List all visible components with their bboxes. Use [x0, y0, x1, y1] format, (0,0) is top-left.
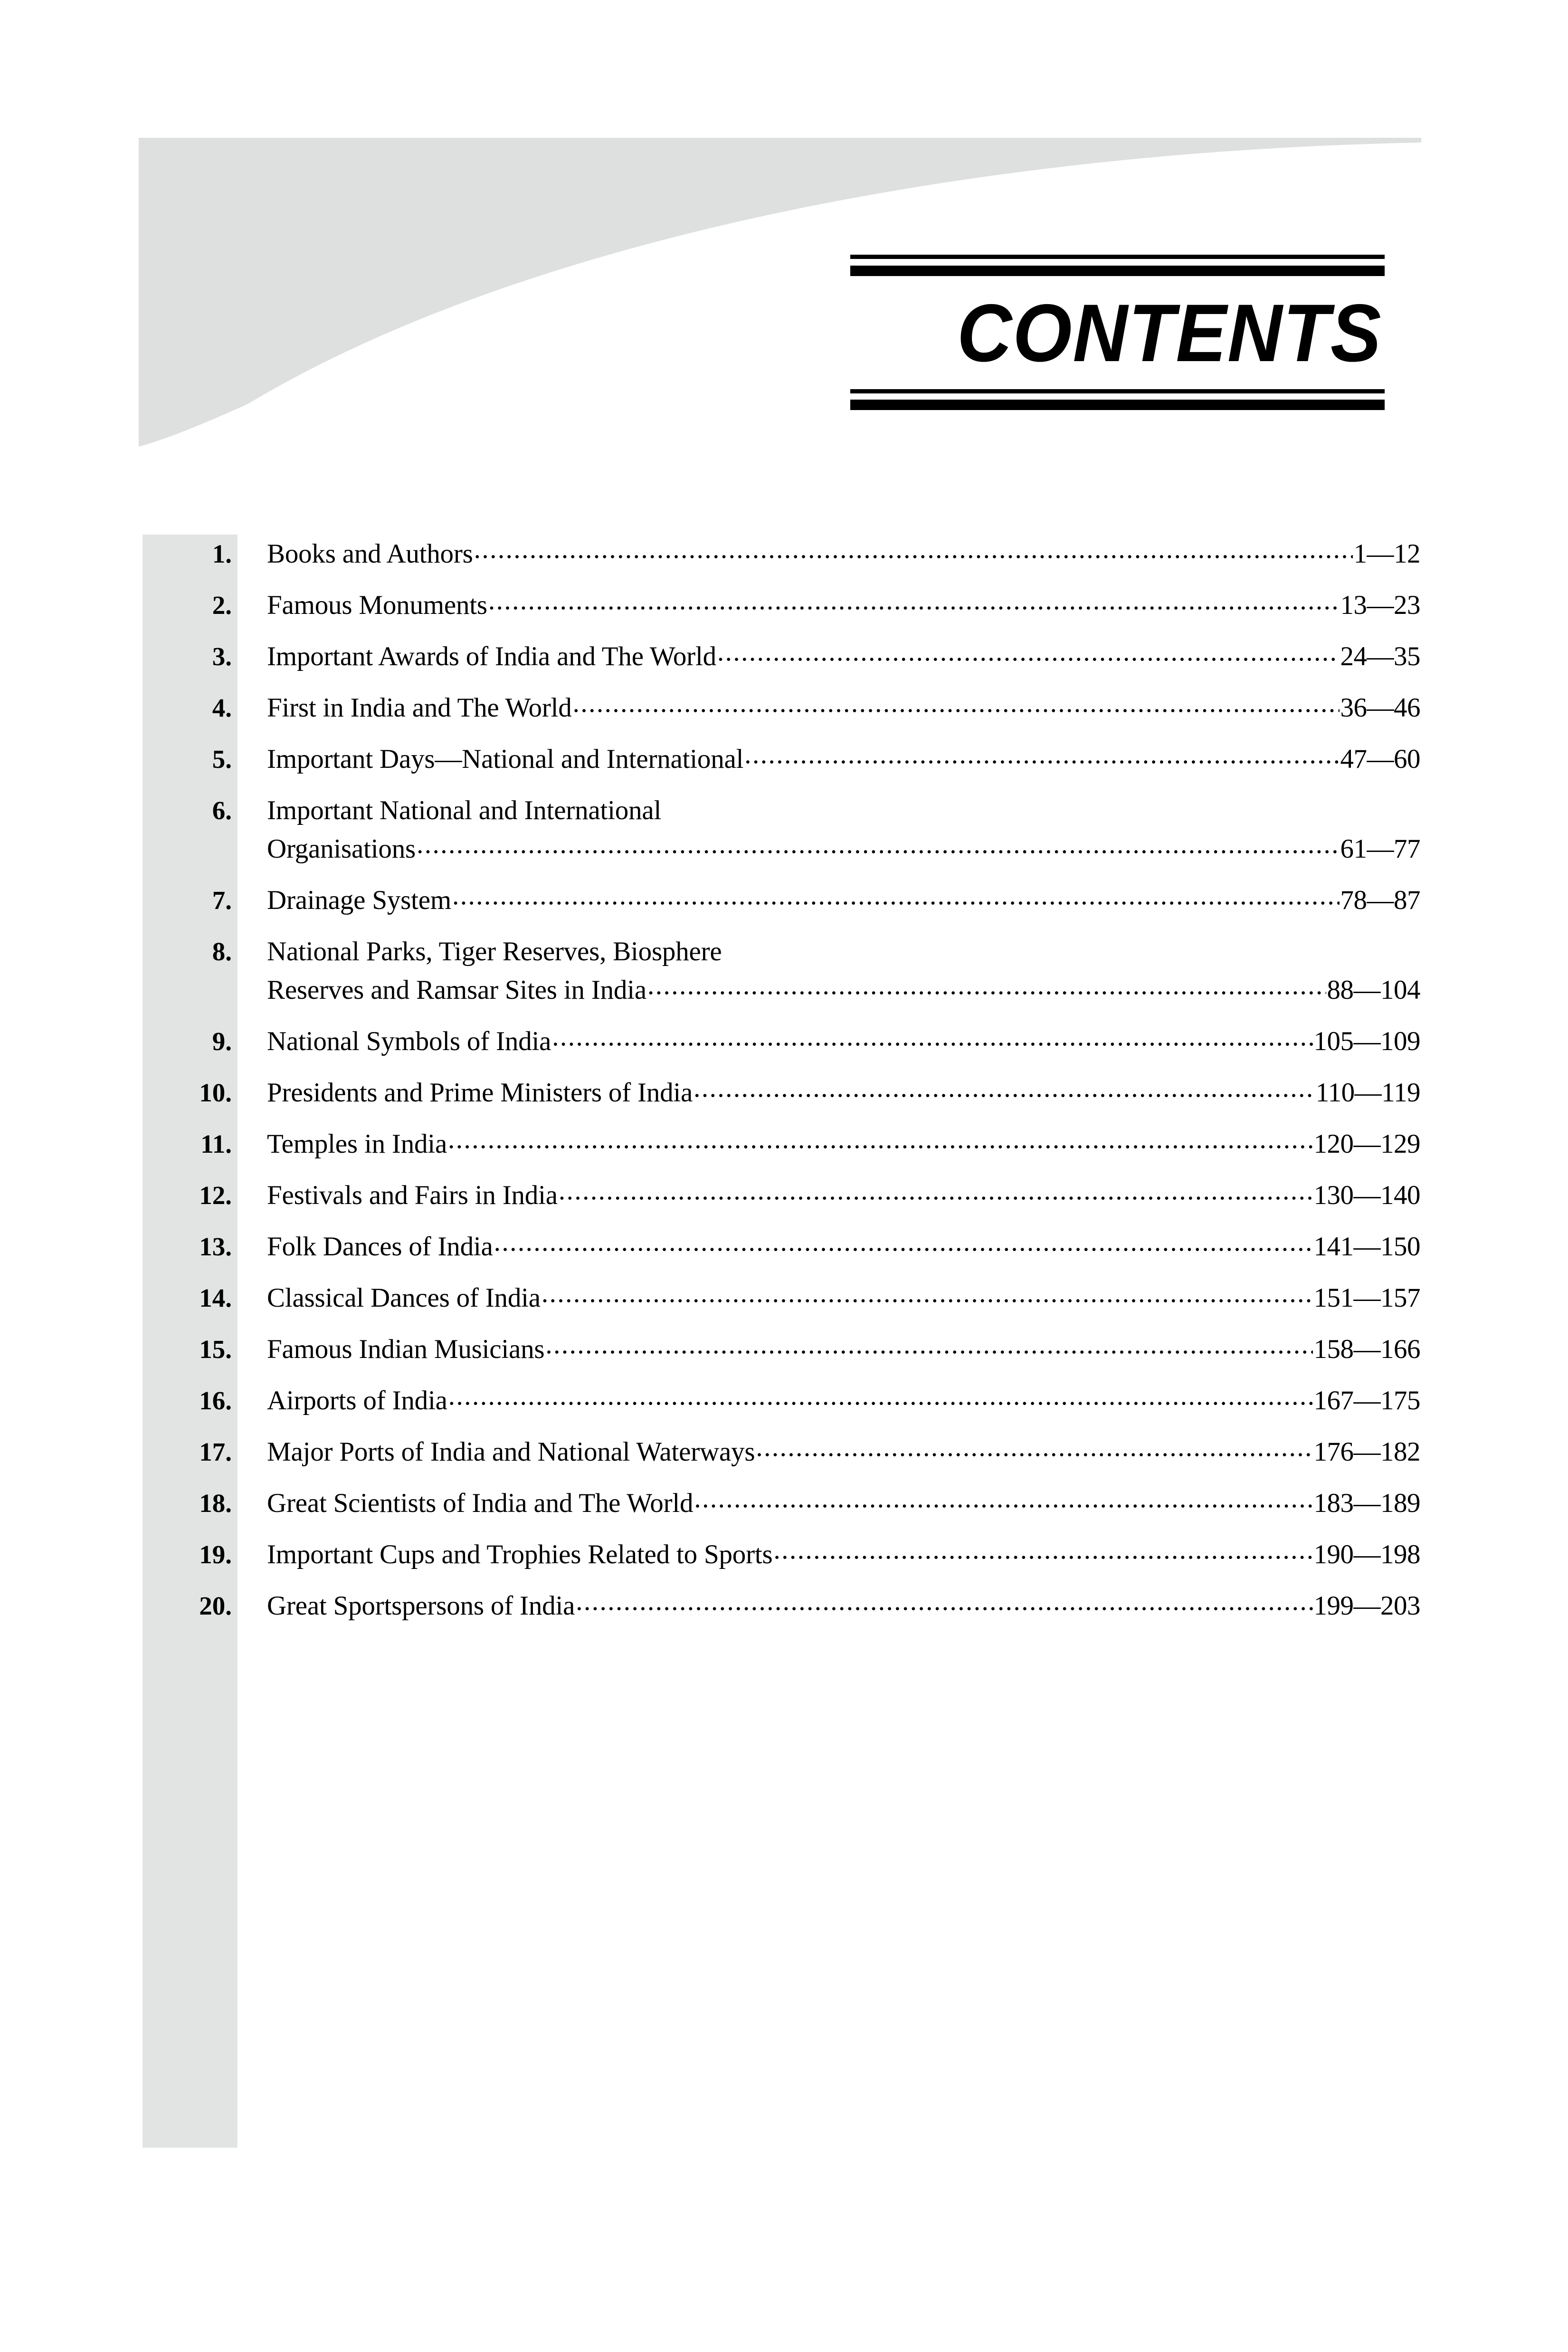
toc-entry-body — [238, 881, 1420, 919]
toc-entry-body — [238, 586, 1420, 624]
toc-entry-page-range: 47—60 — [1340, 744, 1420, 774]
toc-entry-body — [238, 688, 1420, 727]
toc-entry-title: National Symbols of India — [267, 1026, 551, 1056]
toc-entry-body — [238, 1381, 1420, 1420]
toc-entry-title: Great Sportspersons of India — [267, 1591, 575, 1621]
toc-entry-line-final — [267, 637, 1420, 676]
title-rule-top-thin — [850, 255, 1385, 259]
toc-entry[interactable] — [143, 1073, 1420, 1112]
toc-entry-body — [238, 791, 1420, 868]
title-rule-gap-bottom — [850, 393, 1385, 400]
toc-entry-line-final — [267, 1227, 1420, 1266]
toc-entry-body — [238, 1125, 1420, 1163]
toc-entry-page-range: 151—157 — [1313, 1283, 1420, 1313]
toc-entry-line-final — [267, 1433, 1420, 1471]
toc-entry-line-final — [267, 1587, 1420, 1625]
toc-entry-line-final — [267, 881, 1420, 919]
toc-entry-line-final — [267, 1330, 1420, 1368]
toc-entry[interactable] — [143, 932, 1420, 1009]
contents-title-block — [850, 255, 1385, 410]
toc-entry-title: Temples in India — [267, 1129, 447, 1159]
toc-entry-title: Major Ports of India and National Waterways — [267, 1437, 755, 1467]
toc-entry[interactable] — [143, 637, 1420, 676]
toc-entry-title: Important Days—National and International — [267, 744, 744, 774]
toc-entry[interactable] — [143, 1176, 1420, 1214]
toc-entry-body — [238, 1484, 1420, 1522]
toc-dot-leader — [559, 1179, 1313, 1204]
toc-dot-leader — [694, 1077, 1315, 1101]
toc-entry-number: 17. — [199, 1437, 232, 1466]
toc-entry[interactable] — [143, 1587, 1420, 1625]
title-rule-gap-top — [850, 259, 1385, 266]
toc-entry-body — [238, 535, 1420, 573]
toc-entry-title: Books and Authors — [267, 539, 473, 569]
toc-entry-line-final — [267, 1176, 1420, 1214]
toc-entry-line-wrapped — [267, 791, 1420, 830]
toc-entry-line-wrapped — [267, 932, 1420, 971]
toc-entry-number: 18. — [199, 1489, 232, 1518]
toc-entry-line-final — [267, 1535, 1420, 1574]
toc-entry-title: First in India and The World — [267, 693, 572, 723]
toc-dot-leader — [488, 589, 1340, 614]
toc-entry-page-range: 88—104 — [1327, 975, 1420, 1005]
toc-entry-number: 8. — [212, 937, 232, 966]
toc-entry[interactable] — [143, 1125, 1420, 1163]
toc-entry-number: 6. — [212, 796, 232, 825]
toc-entry[interactable] — [143, 881, 1420, 919]
toc-dot-leader — [494, 1231, 1313, 1255]
toc-entry-body — [238, 1587, 1420, 1625]
toc-entry-page-range: 183—189 — [1313, 1488, 1420, 1518]
toc-dot-leader — [545, 1333, 1312, 1358]
toc-entry-title: Drainage System — [267, 885, 451, 915]
toc-entry[interactable] — [143, 535, 1420, 573]
toc-entry[interactable] — [143, 791, 1420, 868]
toc-entry-title: Important Cups and Trophies Related to Sports — [267, 1539, 773, 1569]
toc-entry-line-final — [267, 535, 1420, 573]
toc-entry-line-final — [267, 1073, 1420, 1112]
toc-dot-leader — [448, 1128, 1312, 1153]
toc-entry-page-range: 120—129 — [1313, 1129, 1420, 1159]
toc-entry-page-range: 1—12 — [1353, 539, 1420, 569]
toc-entry-page-range: 167—175 — [1313, 1386, 1420, 1415]
toc-entry[interactable] — [143, 1484, 1420, 1522]
toc-entry-page-range: 190—198 — [1313, 1539, 1420, 1569]
toc-dot-leader — [417, 833, 1340, 858]
toc-entry[interactable] — [143, 1330, 1420, 1368]
toc-entry-line-final — [267, 830, 1420, 868]
toc-entry[interactable] — [143, 1227, 1420, 1266]
toc-entry-title: Famous Indian Musicians — [267, 1334, 545, 1364]
toc-entry-number: 15. — [199, 1335, 232, 1364]
toc-dot-leader — [744, 743, 1339, 768]
toc-entry-number: 16. — [199, 1386, 232, 1415]
toc-entry-line-final — [267, 1022, 1420, 1061]
toc-entry-title: Folk Dances of India — [267, 1232, 493, 1262]
title-rule-top-thick — [850, 266, 1385, 276]
toc-dot-leader — [448, 1385, 1313, 1409]
toc-entry-number: 13. — [199, 1232, 232, 1261]
toc-entry[interactable] — [143, 1022, 1420, 1061]
toc-entry[interactable] — [143, 1535, 1420, 1574]
toc-entry-page-range: 158—166 — [1313, 1334, 1420, 1364]
toc-entry-title: Important National and International — [267, 795, 662, 825]
toc-entry-page-range: 110—119 — [1315, 1078, 1420, 1108]
toc-entry-number: 10. — [199, 1078, 232, 1107]
toc-entry-number: 4. — [212, 693, 232, 722]
toc-entry-line-final — [267, 971, 1420, 1009]
toc-entry-line-final — [267, 1279, 1420, 1317]
toc-entry-line-final — [267, 740, 1420, 778]
toc-entry-number: 7. — [212, 886, 232, 915]
toc-entry-body — [238, 1433, 1420, 1471]
toc-dot-leader — [717, 641, 1340, 665]
toc-entry-title: Presidents and Prime Ministers of India — [267, 1078, 693, 1108]
toc-entry-body — [238, 1330, 1420, 1368]
toc-entry-body — [238, 1073, 1420, 1112]
toc-entry-number: 12. — [199, 1181, 232, 1210]
toc-entry-body — [238, 1535, 1420, 1574]
toc-entry-page-range: 199—203 — [1313, 1591, 1420, 1621]
toc-entry-page-range: 176—182 — [1313, 1437, 1420, 1467]
toc-entry[interactable] — [143, 1433, 1420, 1471]
page-title: CONTENTS — [957, 287, 1382, 379]
toc-entry-page-range: 36—46 — [1340, 693, 1420, 723]
toc-entry-title: Organisations — [267, 834, 416, 864]
toc-entry-title: Airports of India — [267, 1386, 447, 1415]
toc-entry-page-range: 13—23 — [1340, 590, 1420, 620]
title-rule-bottom-thin — [850, 389, 1385, 393]
toc-entry-body — [238, 740, 1420, 778]
toc-entry-number: 9. — [212, 1027, 232, 1056]
toc-dot-leader — [647, 974, 1326, 999]
toc-entry-body — [238, 1227, 1420, 1266]
toc-dot-leader — [542, 1282, 1313, 1307]
toc-entry-title: Important Awards of India and The World — [267, 641, 716, 671]
toc-entry[interactable] — [143, 1381, 1420, 1420]
toc-entry-body — [238, 637, 1420, 676]
toc-entry-title: Festivals and Fairs in India — [267, 1180, 558, 1210]
table-of-contents-list — [143, 535, 1420, 1638]
toc-dot-leader — [552, 1025, 1312, 1050]
toc-dot-leader — [573, 692, 1340, 717]
toc-dot-leader — [452, 884, 1340, 909]
toc-entry-body — [238, 932, 1420, 1009]
toc-entry-number: 3. — [212, 642, 232, 671]
toc-entry[interactable] — [143, 688, 1420, 727]
toc-entry-page-range: 105—109 — [1313, 1026, 1420, 1056]
toc-entry-number: 1. — [212, 539, 232, 568]
toc-entry-title: National Parks, Tiger Reserves, Biosphere — [267, 937, 722, 966]
toc-entry-number: 14. — [199, 1283, 232, 1312]
toc-entry-page-range: 78—87 — [1340, 885, 1420, 915]
toc-entry-title: Classical Dances of India — [267, 1283, 541, 1313]
toc-entry-line-final — [267, 688, 1420, 727]
toc-entry-number: 11. — [200, 1129, 232, 1158]
toc-entry[interactable] — [143, 740, 1420, 778]
toc-entry-title: Famous Monuments — [267, 590, 487, 620]
toc-entry-number: 5. — [212, 745, 232, 774]
toc-entry-line-final — [267, 1484, 1420, 1522]
toc-dot-leader — [773, 1539, 1312, 1563]
toc-entry[interactable] — [143, 586, 1420, 624]
toc-entry-line-final — [267, 586, 1420, 624]
toc-dot-leader — [694, 1487, 1312, 1512]
toc-entry-number: 2. — [212, 591, 232, 620]
toc-entry-title: Reserves and Ramsar Sites in India — [267, 975, 646, 1005]
toc-dot-leader — [474, 538, 1353, 563]
title-rule-bottom-thick — [850, 400, 1385, 410]
toc-entry-page-range: 61—77 — [1340, 834, 1420, 864]
toc-entry[interactable] — [143, 1279, 1420, 1317]
toc-entry-body — [238, 1279, 1420, 1317]
toc-entry-body — [238, 1176, 1420, 1214]
toc-entry-line-final — [267, 1381, 1420, 1420]
toc-entry-title: Great Scientists of India and The World — [267, 1488, 694, 1518]
toc-entry-number: 20. — [199, 1591, 232, 1620]
toc-dot-leader — [756, 1436, 1312, 1461]
toc-entry-page-range: 130—140 — [1313, 1180, 1420, 1210]
toc-entry-page-range: 24—35 — [1340, 641, 1420, 671]
toc-entry-line-final — [267, 1125, 1420, 1163]
toc-entry-body — [238, 1022, 1420, 1061]
toc-dot-leader — [576, 1590, 1312, 1615]
toc-entry-page-range: 141—150 — [1313, 1232, 1420, 1262]
toc-entry-number: 19. — [199, 1540, 232, 1569]
